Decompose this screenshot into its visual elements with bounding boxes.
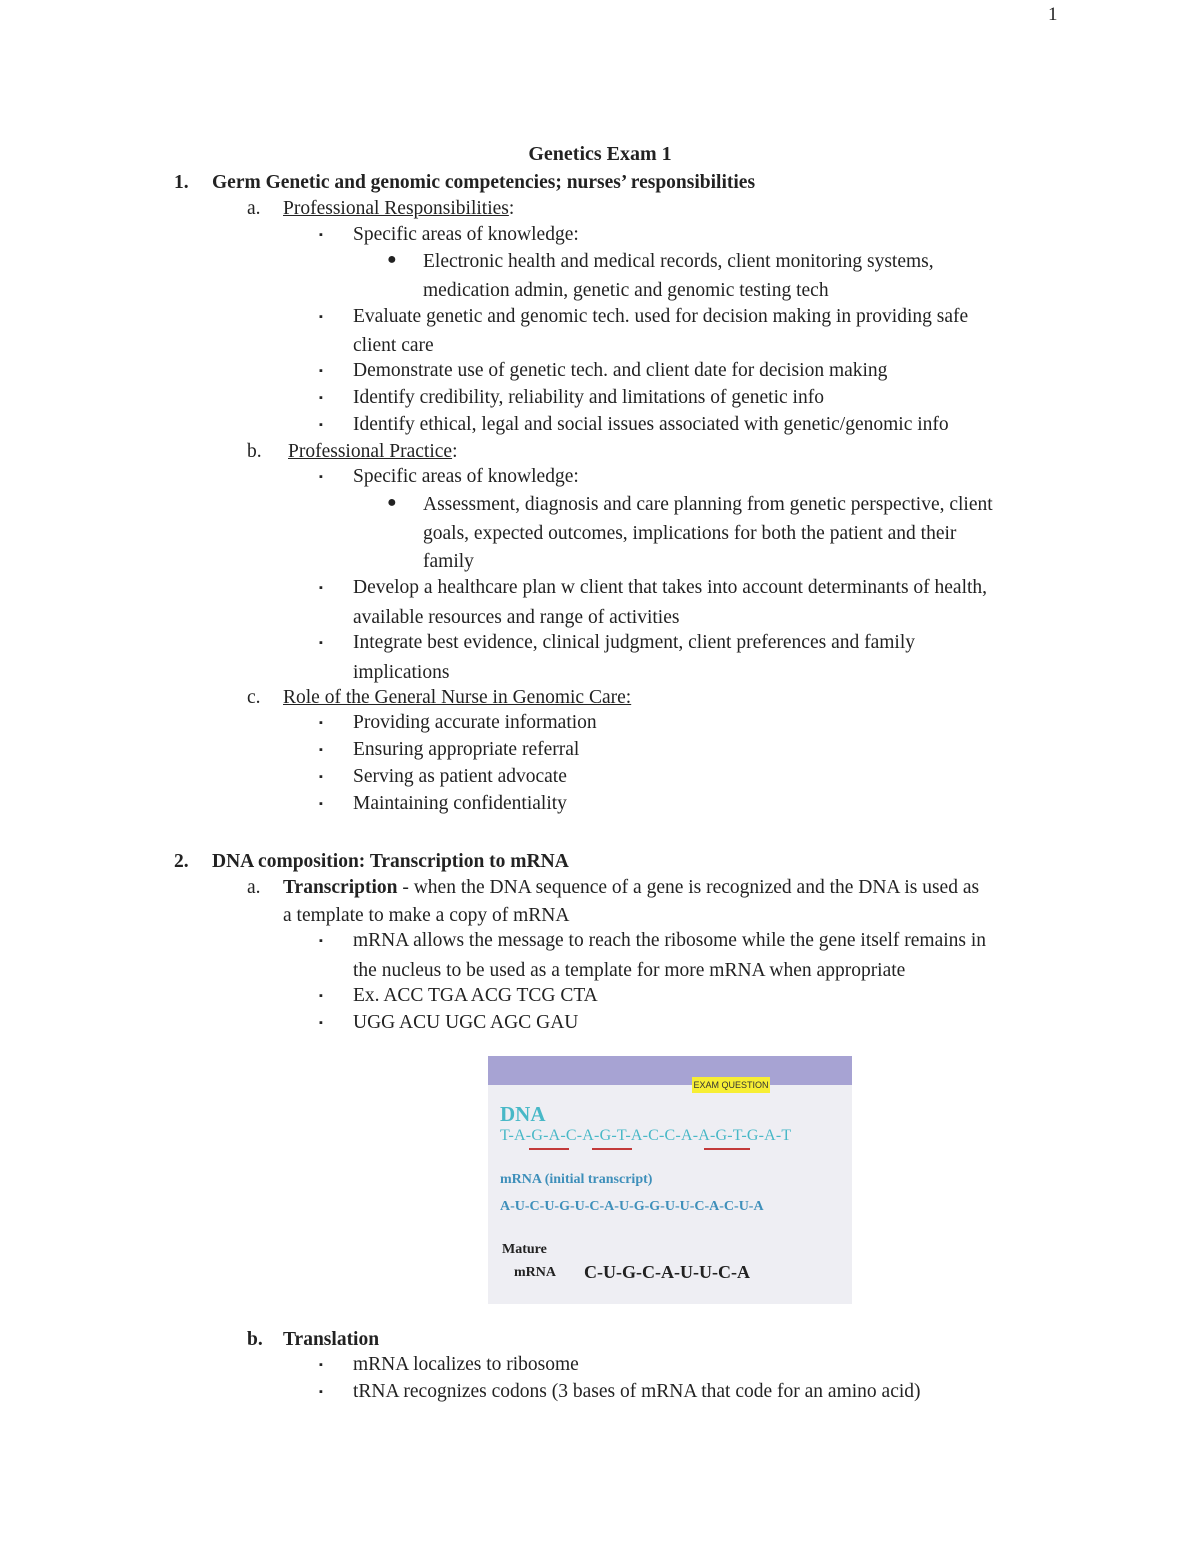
list-item: Identify credibility, reliability and limitations of genetic info: [353, 387, 824, 408]
square-bullet-icon: ▪: [319, 365, 323, 377]
term-transcription: Transcription: [283, 877, 398, 898]
term-translation: Translation: [283, 1329, 380, 1350]
square-bullet-icon: ▪: [319, 392, 323, 404]
figure-mature-label: Mature: [502, 1242, 547, 1257]
square-bullet-icon: ▪: [319, 1359, 323, 1371]
red-underline: [704, 1148, 750, 1150]
definition-transcription: - when the DNA sequence of a gene is recognized and the DNA is used as: [397, 877, 980, 898]
dot-bullet-icon: ●: [387, 494, 397, 511]
square-bullet-icon: ▪: [319, 717, 323, 729]
square-bullet-icon: ▪: [319, 637, 323, 649]
list-item: Ex. ACC TGA ACG TCG CTA: [353, 985, 598, 1006]
list-item: tRNA recognizes codons (3 bases of mRNA that code for an amino acid): [353, 1381, 921, 1402]
list-item: Electronic health and medical records, client monitoring systems,: [423, 251, 934, 272]
list-item: Specific areas of knowledge:: [353, 224, 579, 245]
red-underline: [592, 1148, 632, 1150]
section-1-number: 1.: [174, 172, 189, 193]
subsection-1b-title: Professional Practice: [288, 441, 453, 462]
exam-question-tag: EXAM QUESTION: [692, 1077, 770, 1093]
figure-dna-label: DNA: [500, 1102, 546, 1126]
document-title: Genetics Exam 1: [528, 143, 672, 165]
list-item: medication admin, genetic and genomic testing tech: [423, 280, 829, 301]
transcription-figure: [488, 1056, 852, 1304]
list-item: family: [423, 551, 474, 572]
list-item: Providing accurate information: [353, 712, 597, 733]
figure-mrna-sequence: A-U-C-U-G-U-C-A-U-G-G-U-U-C-A-C-U-A: [500, 1199, 764, 1214]
square-bullet-icon: ▪: [319, 471, 323, 483]
section-2-heading: DNA composition: Transcription to mRNA: [212, 851, 569, 872]
list-item: Integrate best evidence, clinical judgment, client preferences and family: [353, 632, 915, 653]
list-item: Ensuring appropriate referral: [353, 739, 580, 760]
square-bullet-icon: ▪: [319, 1386, 323, 1398]
dot-bullet-icon: ●: [387, 251, 397, 268]
list-item: Assessment, diagnosis and care planning from genetic perspective, client: [423, 494, 993, 515]
subsection-1c-title: Role of the General Nurse in Genomic Care:: [283, 687, 632, 708]
square-bullet-icon: ▪: [319, 990, 323, 1002]
colon: :: [508, 198, 515, 219]
subsection-1b-label: b.: [247, 441, 262, 462]
square-bullet-icon: ▪: [319, 311, 323, 323]
square-bullet-icon: ▪: [319, 935, 323, 947]
section-1-heading: Germ Genetic and genomic competencies; nurses’ responsibilities: [212, 172, 756, 193]
list-item: available resources and range of activities: [353, 607, 680, 628]
square-bullet-icon: ▪: [319, 771, 323, 783]
figure-mrna-label: mRNA (initial transcript): [500, 1172, 653, 1187]
square-bullet-icon: ▪: [319, 798, 323, 810]
square-bullet-icon: ▪: [319, 1017, 323, 1029]
list-item: the nucleus to be used as a template for more mRNA when appropriate: [353, 960, 906, 981]
list-item: Evaluate genetic and genomic tech. used for decision making in providing safe: [353, 306, 969, 327]
square-bullet-icon: ▪: [319, 419, 323, 431]
figure-mature-sequence: C-U-G-C-A-U-U-C-A: [584, 1262, 750, 1282]
list-item: Specific areas of knowledge:: [353, 466, 579, 487]
list-item: Serving as patient advocate: [353, 766, 567, 787]
page-number: 1: [1048, 4, 1058, 25]
list-item: mRNA localizes to ribosome: [353, 1354, 579, 1375]
subsection-1c-label: c.: [247, 687, 261, 708]
colon: :: [452, 441, 458, 462]
list-item: Maintaining confidentiality: [353, 793, 567, 814]
definition-continuation: a template to make a copy of mRNA: [283, 905, 570, 926]
list-item: UGG ACU UGC AGC GAU: [353, 1012, 579, 1033]
figure-mature-mrna-label: mRNA: [514, 1265, 556, 1280]
red-underline: [529, 1148, 569, 1150]
list-item: Demonstrate use of genetic tech. and client date for decision making: [353, 360, 888, 381]
list-item: mRNA allows the message to reach the ribosome while the gene itself remains in: [353, 930, 987, 951]
subsection-1a-title: Professional Responsibilities: [283, 198, 509, 219]
list-item: Identify ethical, legal and social issues associated with genetic/genomic info: [353, 414, 949, 435]
square-bullet-icon: ▪: [319, 582, 323, 594]
subsection-2a-label: a.: [247, 877, 261, 898]
list-item: Develop a healthcare plan w client that takes into account determinants of health,: [353, 577, 988, 598]
list-item: goals, expected outcomes, implications for both the patient and their: [423, 523, 957, 544]
figure-header-bar: [488, 1056, 852, 1085]
subsection-1a-label: a.: [247, 198, 261, 219]
section-2-number: 2.: [174, 851, 189, 872]
figure-dna-sequence: T-A-G-A-C-A-G-T-A-C-C-A-A-G-T-G-A-T: [500, 1127, 792, 1144]
list-item: implications: [353, 662, 450, 683]
list-item: client care: [353, 335, 434, 356]
subsection-2b-label: b.: [247, 1329, 263, 1350]
square-bullet-icon: ▪: [319, 744, 323, 756]
square-bullet-icon: ▪: [319, 229, 323, 241]
